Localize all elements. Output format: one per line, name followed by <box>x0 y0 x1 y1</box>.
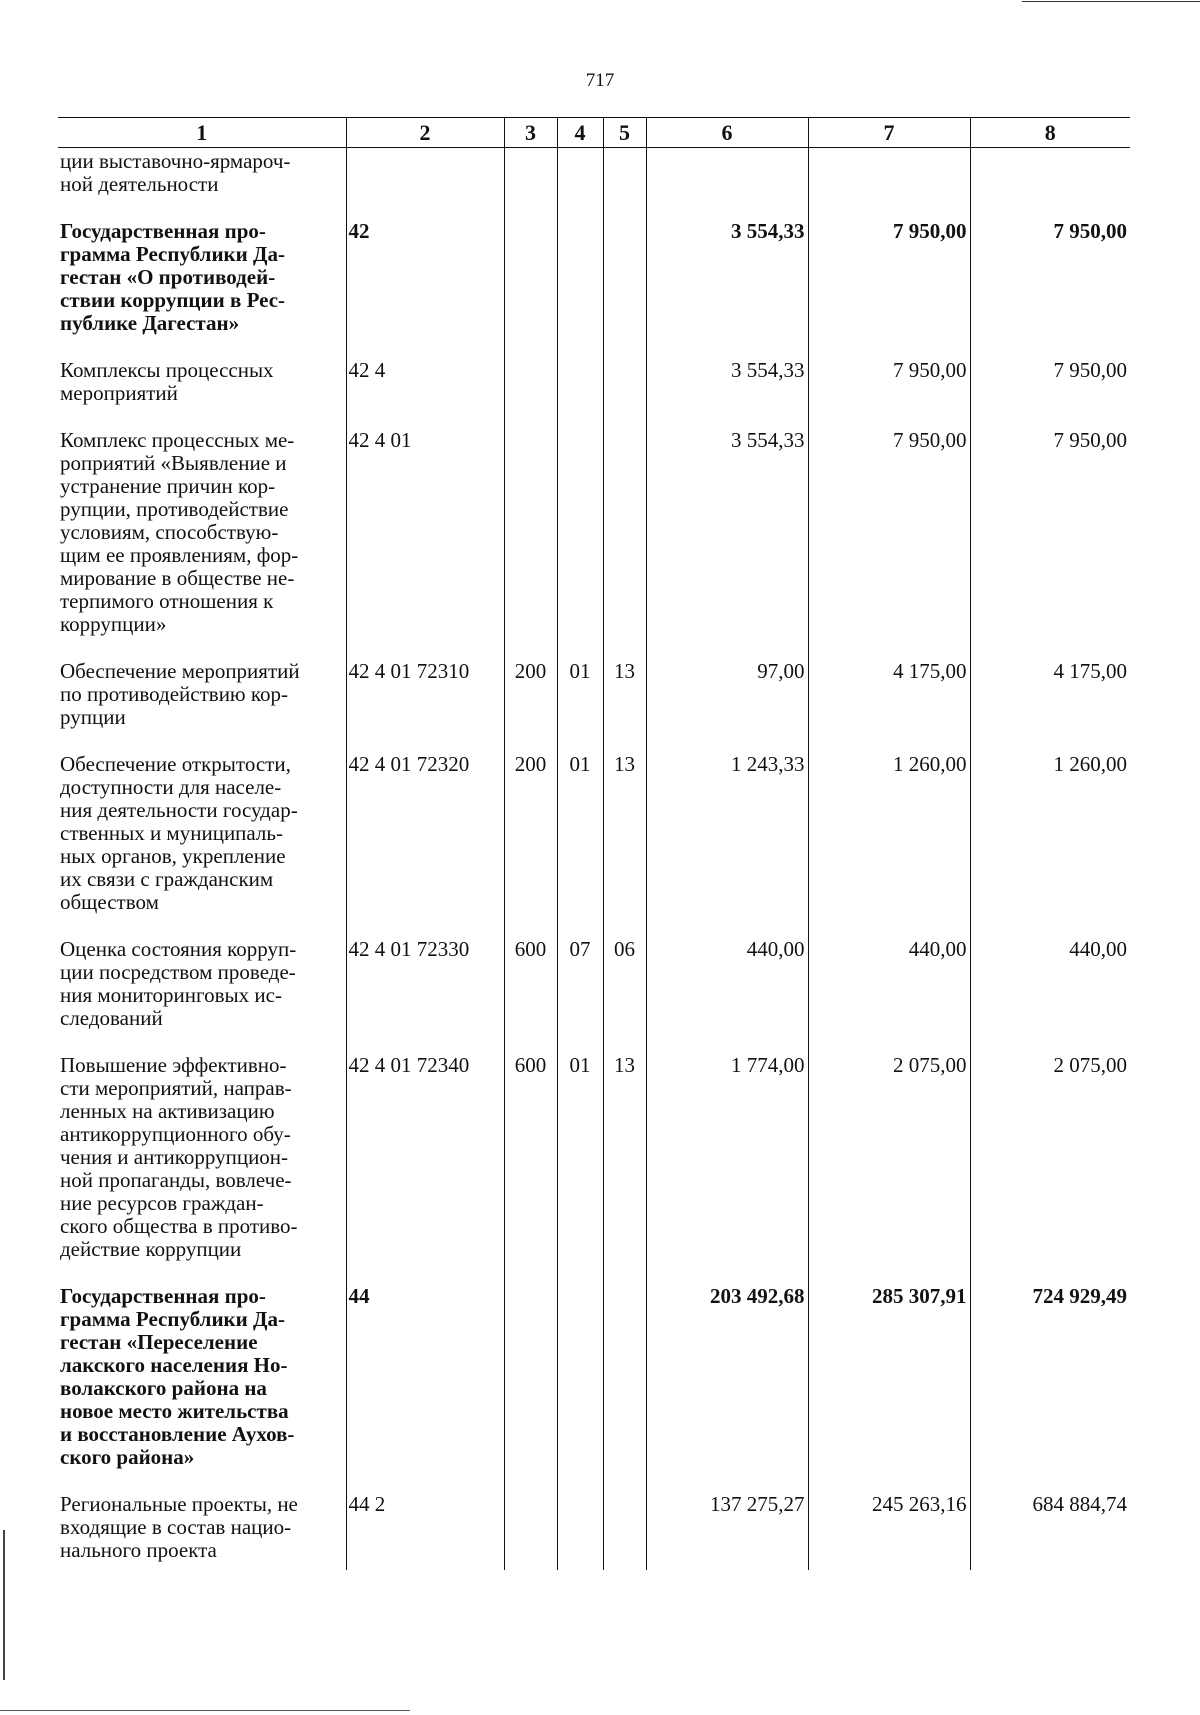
row-name-cell: Региональные проекты, не входящие в состав нацио- нального проекта <box>60 1492 298 1562</box>
row-col4-cell: 01 <box>557 1054 603 1285</box>
row-code-cell: 42 4 01 72330 <box>346 938 504 1054</box>
row-col5-cell <box>603 1285 646 1493</box>
row-code-cell: 42 4 01 72310 <box>346 660 504 753</box>
row-value6-cell: 137 275,27 <box>646 1493 808 1570</box>
row-value6-cell: 3 554,33 <box>646 429 808 660</box>
row-code-cell: 44 <box>346 1285 504 1493</box>
table-row <box>58 660 1130 753</box>
row-col5-cell <box>603 359 646 429</box>
row-value6-cell <box>646 148 808 221</box>
row-code-cell: 42 4 <box>346 359 504 429</box>
table-row <box>58 429 1130 660</box>
row-col5-cell: 13 <box>603 660 646 753</box>
row-value7-cell <box>808 148 970 221</box>
row-col4-cell <box>557 148 603 221</box>
row-value7-cell: 2 075,00 <box>808 1054 970 1285</box>
row-col4-cell: 01 <box>557 660 603 753</box>
table-row <box>58 1285 1130 1493</box>
row-col3-cell <box>504 220 557 359</box>
bottom-edge-line <box>0 1710 410 1711</box>
table-row <box>58 148 1130 221</box>
table-body <box>58 148 1130 1571</box>
table-row <box>58 938 1130 1054</box>
row-name-cell: Обеспечение мероприятий по противодействию кор- рупции <box>60 659 300 729</box>
table-row <box>58 1054 1130 1285</box>
row-value7-cell: 4 175,00 <box>808 660 970 753</box>
table-row <box>58 359 1130 429</box>
row-code-cell: 42 4 01 72340 <box>346 1054 504 1285</box>
row-value7-cell: 285 307,91 <box>808 1285 970 1493</box>
table-row <box>58 220 1130 359</box>
row-code-cell: 42 4 01 72320 <box>346 753 504 938</box>
row-col4-cell <box>557 429 603 660</box>
row-value8-cell: 724 929,49 <box>970 1285 1130 1493</box>
row-name-cell: Обеспечение открытости, доступности для населе- ния деятельности государ- ственных и муниципаль- ных органов, укрепление их связи с гражданским обществом <box>60 752 298 914</box>
row-value7-cell: 7 950,00 <box>808 220 970 359</box>
row-col5-cell <box>603 148 646 221</box>
row-value8-cell: 1 260,00 <box>970 753 1130 938</box>
row-name-cell: Оценка состояния корруп- ции посредством проведе- ния мониторинговых ис- следований <box>60 937 297 1030</box>
budget-table <box>58 117 1130 1570</box>
row-col3-cell <box>504 359 557 429</box>
header-row <box>58 118 1130 148</box>
column-header: 3 <box>504 118 557 148</box>
row-value6-cell: 440,00 <box>646 938 808 1054</box>
column-header: 1 <box>58 118 346 148</box>
row-name-cell: Повышение эффективно- сти мероприятий, направ- ленных на активизацию антикоррупционного обу- чения и антикоррупцион- ной пропаганды, вовлече- ние ресурсов граждан- ского общества в противо- действие коррупции <box>60 1053 298 1261</box>
row-name-cell: Комплексы процессных мероприятий <box>60 358 274 405</box>
row-value6-cell: 203 492,68 <box>646 1285 808 1493</box>
row-col5-cell: 06 <box>603 938 646 1054</box>
page-number: 717 <box>585 70 615 91</box>
row-value7-cell: 7 950,00 <box>808 359 970 429</box>
row-value8-cell: 4 175,00 <box>970 660 1130 753</box>
row-col3-cell <box>504 1285 557 1493</box>
row-col3-cell <box>504 1493 557 1570</box>
row-value6-cell: 3 554,33 <box>646 220 808 359</box>
row-col4-cell <box>557 220 603 359</box>
row-value6-cell: 1 243,33 <box>646 753 808 938</box>
row-col4-cell <box>557 1493 603 1570</box>
row-value8-cell: 684 884,74 <box>970 1493 1130 1570</box>
row-value7-cell: 440,00 <box>808 938 970 1054</box>
row-col3-cell <box>504 148 557 221</box>
column-header: 2 <box>346 118 504 148</box>
row-value8-cell: 440,00 <box>970 938 1130 1054</box>
row-name-cell: Государственная про- грамма Республики Да- гестан «О противодей- ствии коррупции в Рес- публике Дагестан» <box>60 219 286 335</box>
table-row <box>58 753 1130 938</box>
row-col3-cell: 200 <box>504 660 557 753</box>
row-col5-cell <box>603 429 646 660</box>
row-value6-cell: 97,00 <box>646 660 808 753</box>
row-name-cell: Государственная про- грамма Республики Да- гестан «Переселение лакского населения Но- волакского района на новое место жительства и восстановление Аухов- ского района» <box>60 1284 295 1469</box>
row-name-cell: Комплекс процессных ме- роприятий «Выявление и устранение причин кор- рупции, противодействие условиям, способствую- щим ее проявлениям, фор- мирование в обществе не- терпимого отношения к коррупции» <box>60 428 299 636</box>
column-header: 4 <box>557 118 603 148</box>
row-col4-cell <box>557 1285 603 1493</box>
row-value6-cell: 1 774,00 <box>646 1054 808 1285</box>
row-value7-cell: 7 950,00 <box>808 429 970 660</box>
row-name-cell: ции выставочно-ярмароч- ной деятельности <box>60 149 291 196</box>
column-header: 8 <box>970 118 1130 148</box>
column-header: 7 <box>808 118 970 148</box>
row-code-cell: 42 4 01 <box>346 429 504 660</box>
row-col4-cell <box>557 359 603 429</box>
row-value8-cell: 7 950,00 <box>970 429 1130 660</box>
row-col3-cell: 200 <box>504 753 557 938</box>
row-value6-cell: 3 554,33 <box>646 359 808 429</box>
column-header: 5 <box>603 118 646 148</box>
left-edge-line <box>3 1530 5 1680</box>
row-col5-cell <box>603 1493 646 1570</box>
row-code-cell: 44 2 <box>346 1493 504 1570</box>
row-value8-cell: 7 950,00 <box>970 359 1130 429</box>
column-header: 6 <box>646 118 808 148</box>
table-row <box>58 1493 1130 1570</box>
row-col3-cell: 600 <box>504 938 557 1054</box>
row-col3-cell <box>504 429 557 660</box>
row-col5-cell: 13 <box>603 753 646 938</box>
row-col4-cell: 07 <box>557 938 603 1054</box>
row-value8-cell: 2 075,00 <box>970 1054 1130 1285</box>
row-col4-cell: 01 <box>557 753 603 938</box>
row-code-cell: 42 <box>346 220 504 359</box>
row-col5-cell <box>603 220 646 359</box>
row-col3-cell: 600 <box>504 1054 557 1285</box>
row-value8-cell: 7 950,00 <box>970 220 1130 359</box>
row-value8-cell <box>970 148 1130 221</box>
row-value7-cell: 245 263,16 <box>808 1493 970 1570</box>
top-edge-line <box>1022 1 1200 2</box>
row-code-cell <box>346 148 504 221</box>
row-col5-cell: 13 <box>603 1054 646 1285</box>
row-value7-cell: 1 260,00 <box>808 753 970 938</box>
